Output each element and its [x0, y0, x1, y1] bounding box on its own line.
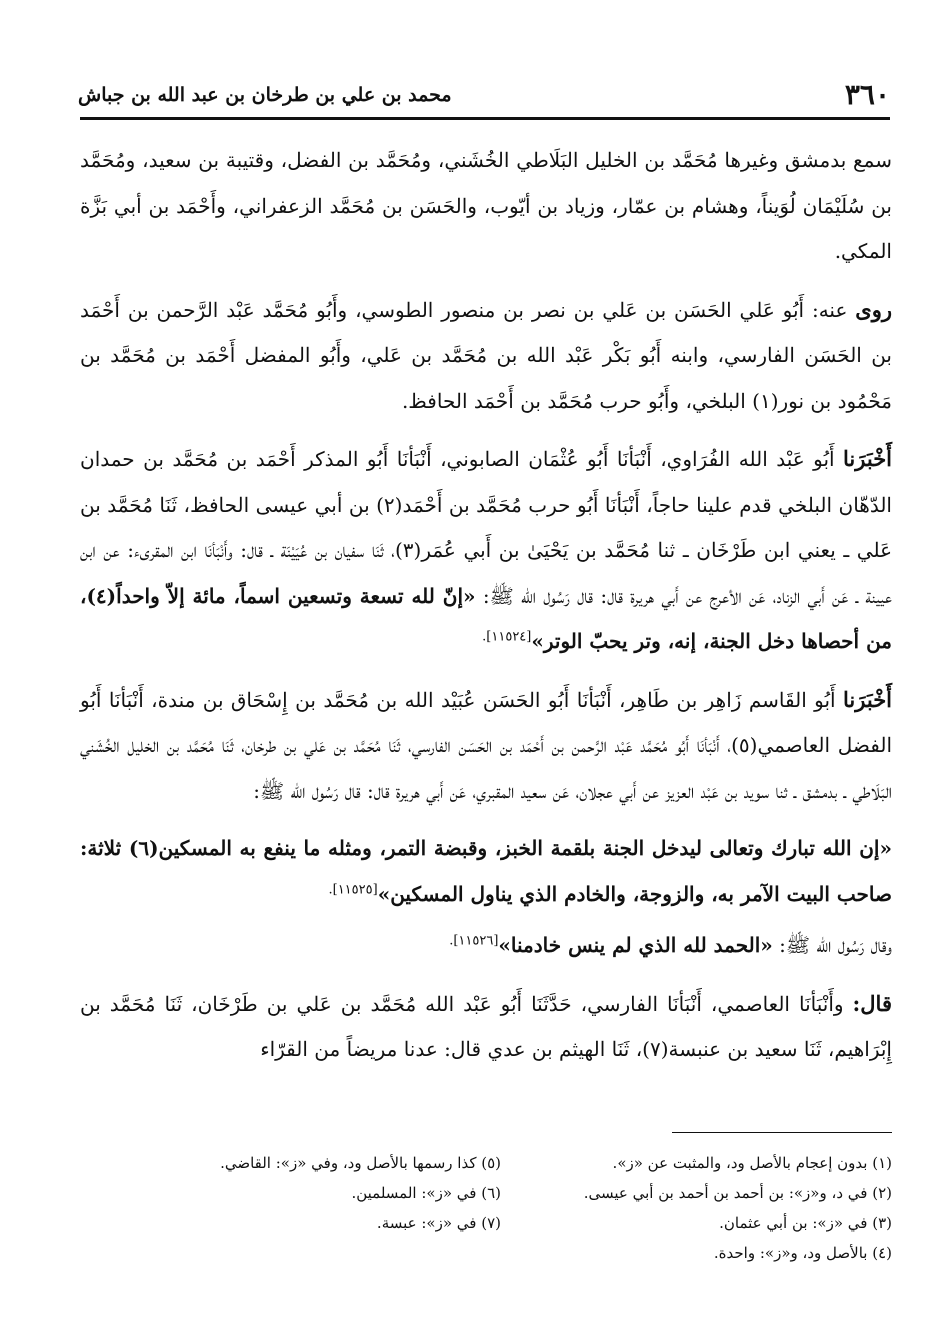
paragraph-text: وأَنْبَأنَا العاصمي، أَنْبَأنَا الفارسي، حَدَّثَنَا أَبُو عَبْد الله مُحَمَّد بن عَلي بن طَرْخَان، ثَنَا مُحَمَّد بن إِبْرَاهيم، ثَنَا سعيد بن عنبسة(٧)، ثَنَا الهيثم بن عدي قال: عدنا مريضاً من القرّاء [80, 991, 892, 1061]
running-title: محمد بن علي بن طرخان بن عبد الله بن جباش [78, 84, 452, 106]
hadith-number: [١١٥٢٥]. [328, 881, 378, 897]
hadith-text: «الحمد لله الذي لم ينس خادمنا» [498, 933, 773, 957]
paragraph-biography [80, 138, 892, 275]
paragraph-lead: قال: [852, 990, 892, 1016]
paragraph-narrators [80, 287, 892, 425]
hadith-text: «إن الله تبارك وتعالى ليدخل الجنة بلقمة الخبز، وقبضة التمر، ومثله ما ينفع به المسكين(٦) ثلاثة: صاحب البيت الآمر به، والزوجة، والخادم الذي يناول المسكين» [80, 836, 892, 906]
hadith-number: [١١٥٢٦]. [449, 933, 499, 949]
footnote: (٤) بالأصل ود، و«ز»: واحدة. [713, 1244, 892, 1262]
main-text [80, 138, 892, 1085]
footnote-divider [672, 1132, 892, 1133]
paragraph-hadith-3 [80, 923, 892, 969]
footnote: (٧) في «ز»: عبسة. [376, 1214, 501, 1232]
footnote: (٥) كذا رسمها بالأصل ود، وفي «ز»: القاضي. [220, 1154, 501, 1172]
paragraph-lead: أَخْبَرَنا [843, 446, 893, 471]
page-header [78, 70, 890, 110]
footnote: (٢) في د، و«ز»: بن أحمد بن أحمد بن أبي عيسى. [583, 1184, 892, 1202]
footnotes [150, 1148, 892, 1268]
footnotes-left-column [150, 1148, 501, 1268]
header-divider [80, 117, 890, 120]
page-number: ٣٦٠ [844, 78, 890, 111]
paragraph-text: عنه: أَبُو عَلي الحَسَن بن عَلي بن نصر بن منصور الطوسي، وأَبُو مُحَمَّد عَبْد الرَّحمن بن أَحْمَد بن الحَسَن الفارسي، وابنه أَبُو بَكْر عَبْد الله بن مُحَمَّد بن عَلي، وأَبُو المفضل أَحْمَد بن مُحَمَّد بن مَحْمُود بن نور(١) البلخي، وأَبُو حرب مُحَمَّد بن أَحْمَد الحافظ. [80, 297, 892, 413]
paragraph-text: أَبُو القَاسم زَاهِر بن طَاهِر، أَنْبَأنَا أَبُو الحَسَن عُبَيْد الله بن مُحَمَّد بن إِسْحَاق بن مندة، أَنْبَأنَا أَبُو الفضل العاصمي(٥)، أَنْبَأنَا أَبُو مُحَمَّد عَبْد الرَّحمن بن أَحْمَد بن الحَسَن الفارسي، ثَنَا مُحَمَّد بن عَلي بن طرخان، ثَنَا مُحَمَّد بن الخليل الخُشَني البَلَاطي ـ بدمشق ـ ثنا سويد بن عَبْد العزيز عن أَبي عجلان، عَن سعيد المقبري، عَن أَبي هريرة قال: قال رَسُول الله ﷺ: [80, 687, 892, 803]
paragraph-text: وقال رَسُول الله ﷺ: [779, 933, 892, 957]
paragraph-hadith-2-text [80, 826, 892, 917]
paragraph-text: سمع بدمشق وغيرها مُحَمَّد بن الخليل البَلَاطي الخُشَني، ومُحَمَّد بن الفضل، وقتيبة بن سعيد، ومُحَمَّد بن سُلَيْمَان لُوَيناً، وهشام بن عمّار، وزياد بن أيّوب، والحَسَن بن مُحَمَّد الزعفراني، وأَحْمَد بن أبي بَزَّة المكي. [80, 148, 892, 263]
paragraph-text: أَبُو عَبْد الله الفُرَاوي، أَنْبَأنَا أَبُو عُثْمَان الصابوني، أَنْبَأنَا أَبُو المذكر أَحْمَد بن مُحَمَّد بن حمدان الدّهّان البلخي قدم علينا حاجاً، أَنْبَأنَا أَبُو حرب مُحَمَّد بن أَحْمَد(٢) بن أبي عيسى الحافظ، ثَنَا مُحَمَّد بن عَلي ـ يعني ابن طَرْخَان ـ ثنا مُحَمَّد بن يَحْيَىٰ بن أَبي عُمَر(٣)، ثَنَا سفيان بن عُيَيْنَة ـ قال: وأَنْبَأنَا ابن المقرىء: عن ابن عيينة ـ عَن أَبي الزناد، عَن الأعرج عن أَبي هريرة قال: قال رَسُول الله ﷺ: [80, 447, 892, 608]
hadith-number: [١١٥٢٤]. [482, 629, 532, 645]
paragraph-hadith-1 [80, 436, 892, 665]
footnote: (٣) في «ز»: بن أبي عثمان. [719, 1214, 892, 1232]
paragraph-lead: روى [855, 296, 892, 322]
paragraph-lead: أَخْبَرَنا [843, 686, 893, 712]
paragraph-final [80, 981, 892, 1073]
hadith-text: «إنّ لله تسعة وتسعين اسماً، مائة إلاّ واحداً(٤)، من أحصاها دخل الجنة، إنه، وتر يحبّ الوتر» [80, 583, 892, 653]
footnote: (١) بدون إعجام بالأصل ود، والمثبت عن «ز». [612, 1154, 892, 1172]
footnotes-right-column [541, 1148, 892, 1268]
footnote: (٦) في «ز»: المسلمين. [351, 1184, 501, 1202]
paragraph-hadith-2-chain [80, 677, 892, 815]
